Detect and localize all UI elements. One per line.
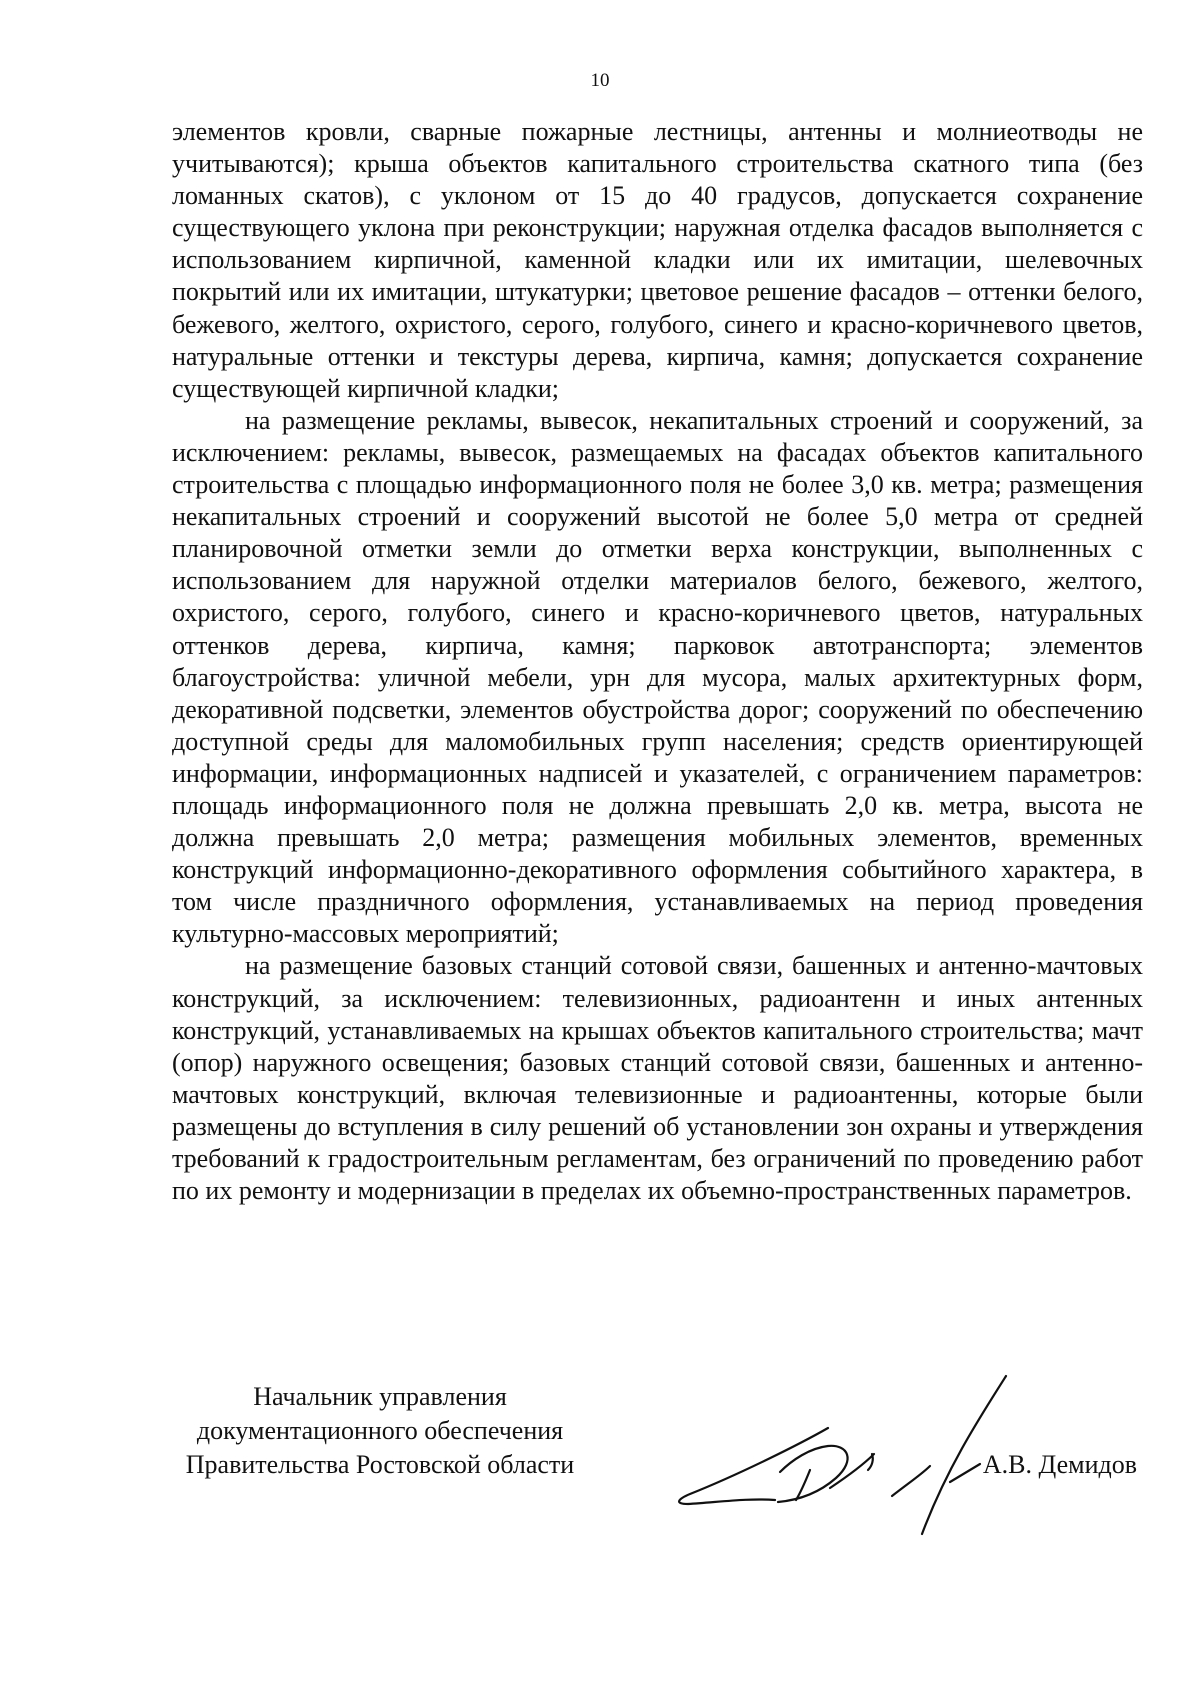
signatory-position-line-3: Правительства Ростовской области bbox=[185, 1450, 575, 1479]
signatory-position-line-2: документационного обеспечения bbox=[196, 1416, 564, 1445]
signatory-position-line-1: Начальник управления bbox=[253, 1382, 507, 1411]
signatory-name: А.В. Демидов bbox=[982, 1450, 1137, 1479]
paragraph-1: элементов кровли, сварные пожарные лестницы, антенны и молниеотводы не учитываются); крыша объектов капитального строительства скатного типа (без ломанных скатов), с уклоном от 15 до 40 градусов, допускается сохранение существующего уклона при реконструкции; наружная отделка фасадов выполняется с использованием кирпичной, каменной кладки или их имитации, шелевочных покрытий или их имитации, штукатурки; цветовое решение фасадов – оттенки белого, бежевого, желтого, охристого, серого, голубого, синего и красно-коричневого цветов, натуральные оттенки и текстуры дерева, кирпича, камня; допускается сохранение существующей кирпичной кладки; bbox=[172, 117, 1143, 403]
paragraph-3: на размещение базовых станций сотовой связи, башенных и антенно-мачтовых конструкций, за исключением: телевизионных, радиоантенн и иных антенных конструкций, устанавливаемых на крышах объектов капитального строительства; мачт (опор) наружного освещения; базовых станций сотовой связи, башенных и антенно-мачтовых конструкций, включая телевизионные и радиоантенны, которые были размещены до вступления в силу решений об установлении зон охраны и утверждения требований к градостроительным регламентам, без ограничений по проведению работ по их ремонту и модернизации в пределах их объемно-пространственных параметров. bbox=[172, 951, 1143, 1206]
document-body bbox=[172, 116, 1143, 1207]
paragraph-2: на размещение рекламы, вывесок, некапитальных строений и сооружений, за исключением: рекламы, вывесок, размещаемых на фасадах объектов капитального строительства с площадью информационного поля не более 3,0 кв. метра; размещения некапитальных строений и сооружений высотой не более 5,0 метра от средней планировочной отметки земли до отметки верха конструкции, выполненных с использованием для наружной отделки материалов белого, бежевого, желтого, охристого, серого, голубого, синего и красно-коричневого цветов, натуральных оттенков дерева, кирпича, камня; парковок автотранспорта; элементов благоустройства: уличной мебели, урн для мусора, малых архитектурных форм, декоративной подсветки, элементов обустройства дорог; сооружений по обеспечению доступной среды для маломобильных групп населения; средств ориентирующей информации, информационных надписей и указателей, с ограничением параметров: площадь информационного поля не должна превышать 2,0 кв. метра, высота не должна превышать 2,0 метра; размещения мобильных элементов, временных конструкций информационно-декоративного оформления событийного характера, в том числе праздничного оформления, устанавливаемых на период проведения культурно-массовых мероприятий; bbox=[172, 405, 1143, 949]
signature-block bbox=[160, 1380, 1160, 1540]
page-number: 10 bbox=[590, 70, 610, 91]
signatory-position bbox=[160, 1380, 600, 1482]
